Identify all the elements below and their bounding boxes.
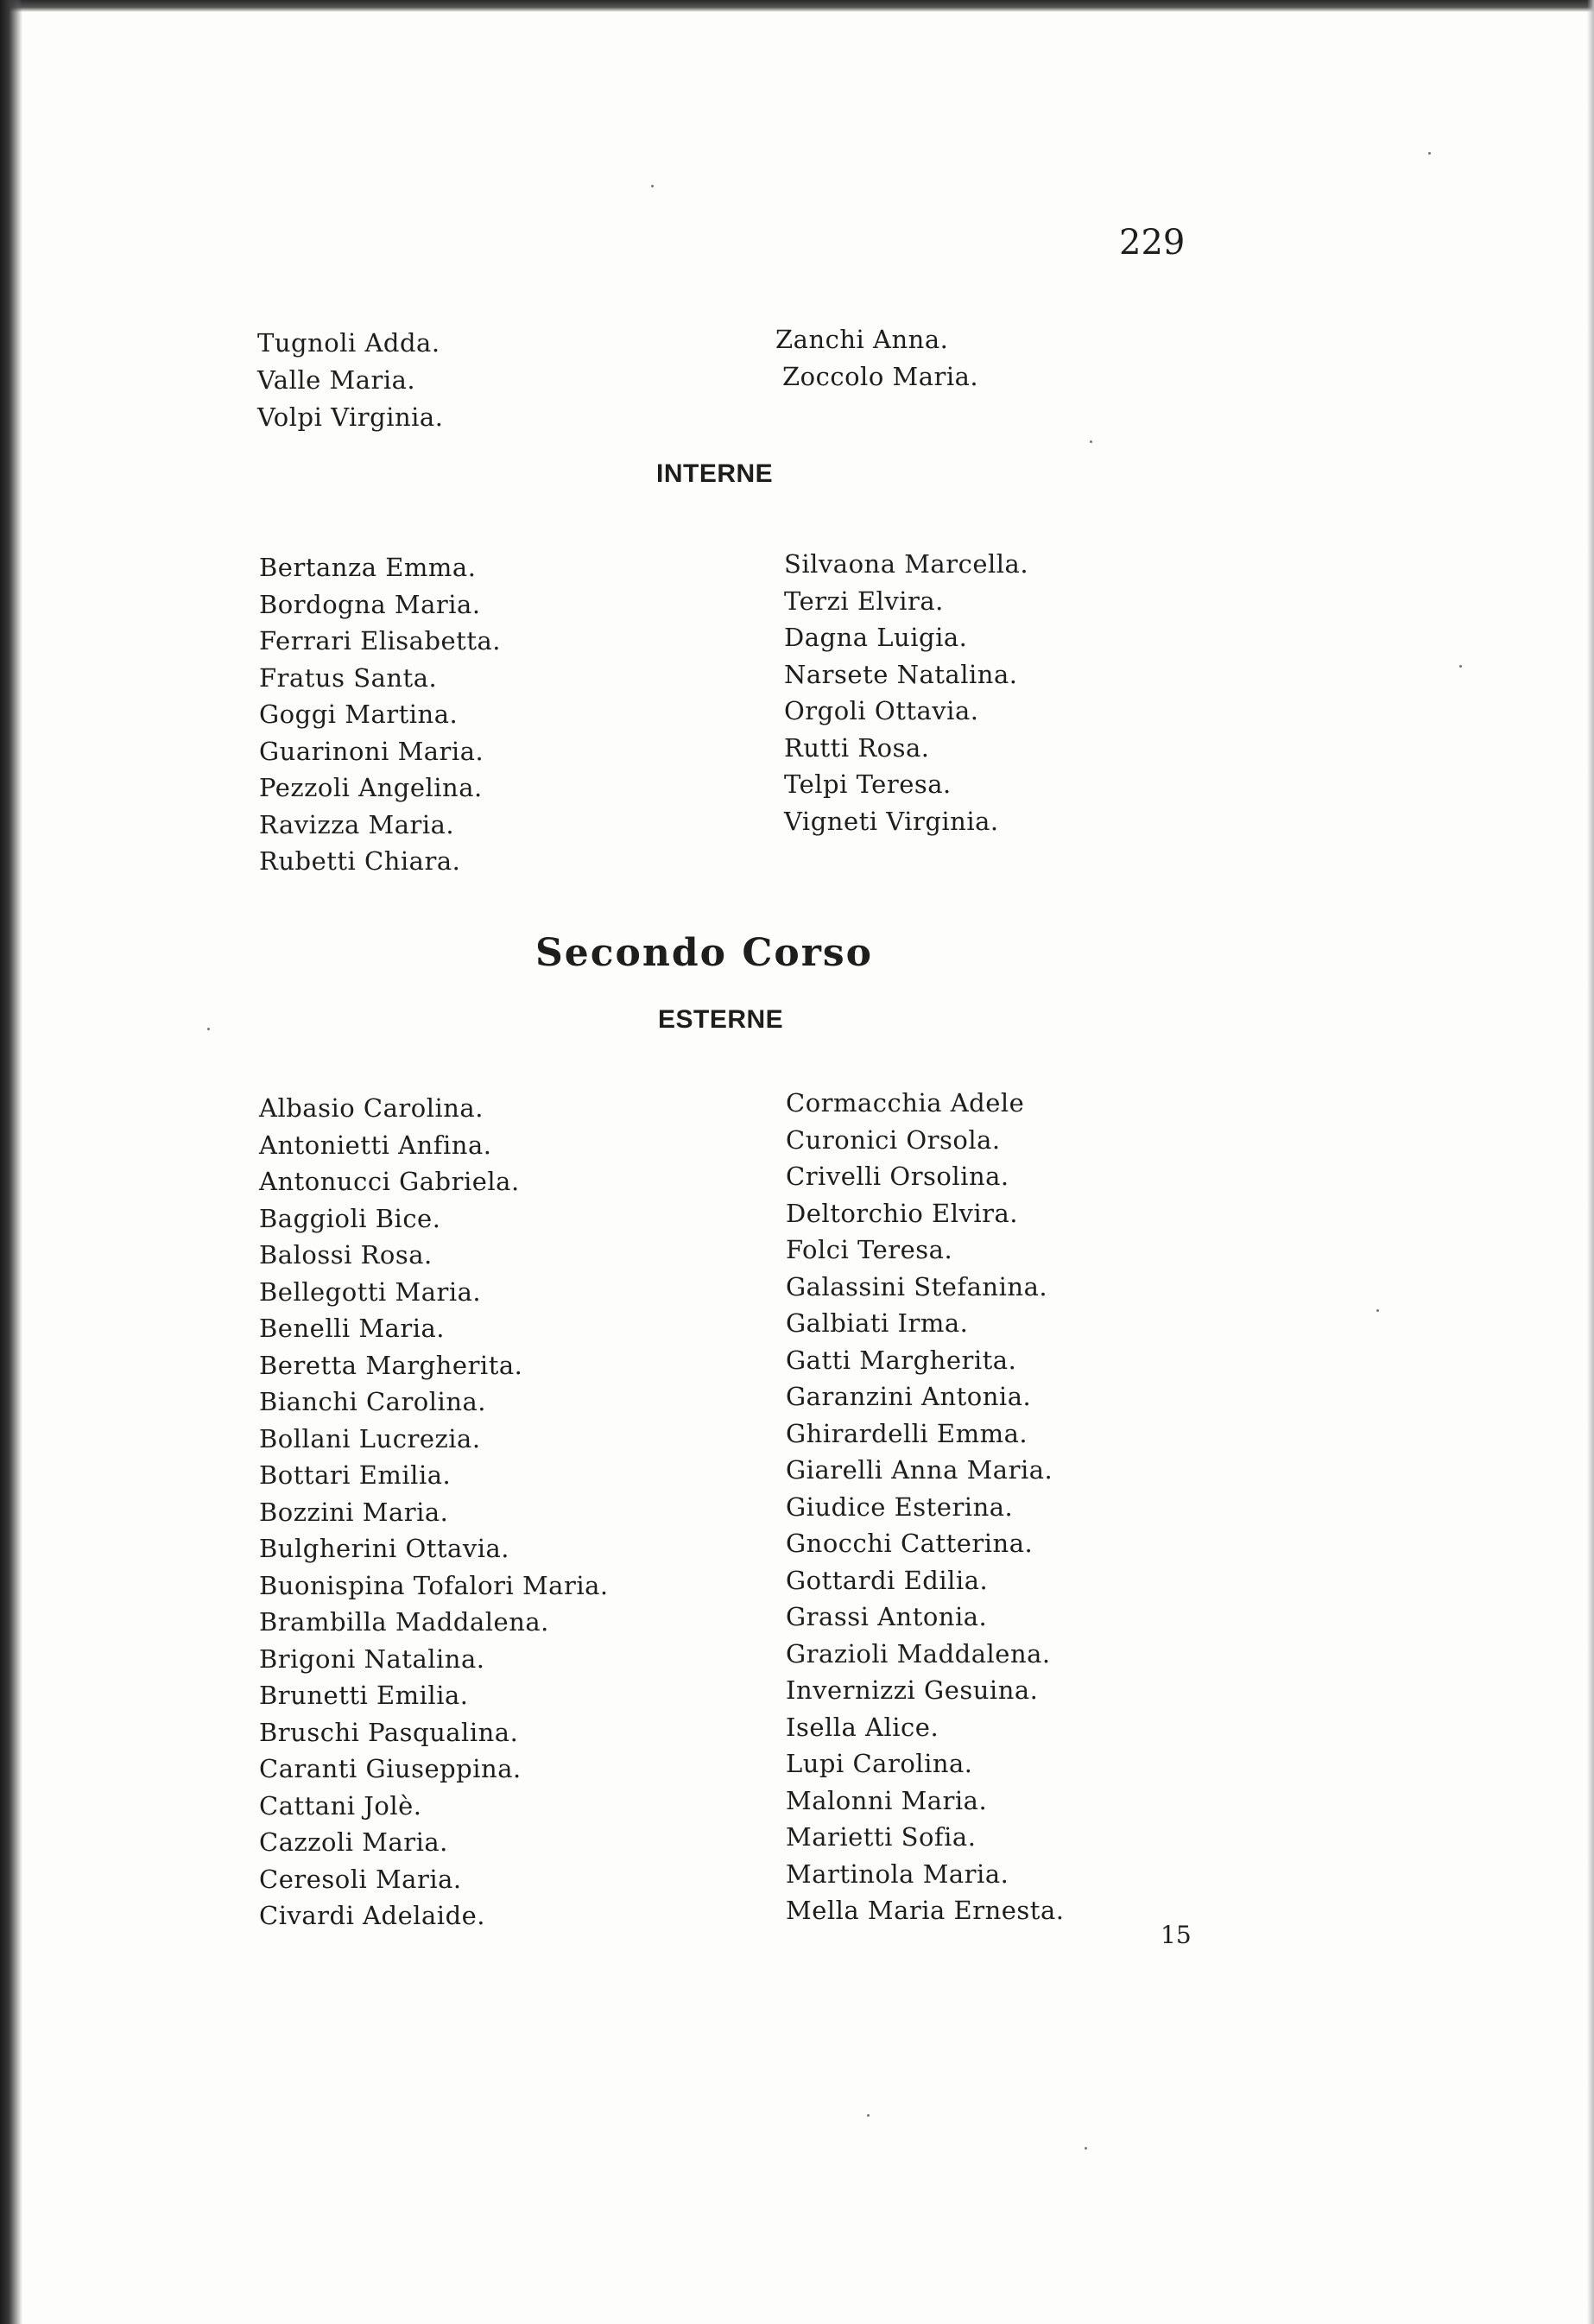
list-item: Bianchi Carolina.	[259, 1387, 487, 1416]
scan-speck	[1090, 440, 1092, 443]
interne-list-left	[259, 549, 501, 880]
list-item: Narsete Natalina.	[784, 659, 1018, 689]
list-item: Bellegotti Maria.	[259, 1276, 482, 1307]
list-item: Bollani Lucrezia.	[259, 1423, 481, 1453]
signature-mark: 15	[1161, 1921, 1192, 1949]
list-item: Vigneti Virginia.	[784, 806, 999, 836]
list-item: Goggi Martina.	[259, 700, 459, 729]
list-item: Antonucci Gabriela.	[259, 1167, 520, 1196]
scan-speck	[651, 185, 654, 187]
list-item: Deltorchio Elvira.	[786, 1198, 1019, 1228]
list-item: Pezzoli Angelina.	[259, 773, 483, 802]
scan-speck	[207, 1028, 210, 1030]
scan-edge-left	[0, 0, 22, 2324]
list-item: Albasio Carolina.	[259, 1093, 484, 1123]
list-item: Rubetti Chiara.	[259, 846, 461, 876]
list-item: Giudice Esterina.	[786, 1491, 1014, 1522]
list-item: Zoccolo Maria.	[782, 362, 979, 391]
list-item: Fratus Santa.	[259, 662, 438, 693]
list-item: Brambilla Maddalena.	[259, 1607, 549, 1637]
scan-speck	[1085, 2147, 1087, 2150]
list-item: Mella Maria Ernesta.	[786, 1896, 1065, 1925]
scan-edge-right	[1587, 0, 1594, 2324]
list-item: Gnocchi Catterina.	[786, 1529, 1034, 1558]
esterne-list-left	[259, 1090, 609, 1935]
list-item: Zanchi Anna.	[775, 325, 949, 354]
list-item: Valle Maria.	[257, 365, 416, 395]
list-item: Malonni Maria.	[786, 1785, 988, 1815]
list-item: Ravizza Maria.	[259, 809, 455, 839]
list-item: Invernizzi Gesuina.	[786, 1675, 1039, 1705]
list-item: Antonietti Anfina.	[259, 1130, 492, 1160]
list-item: Cazzoli Maria.	[259, 1827, 448, 1857]
list-item: Rutti Rosa.	[784, 732, 930, 763]
list-item: Ghirardelli Emma.	[786, 1418, 1028, 1448]
list-item: Tugnoli Adda.	[257, 328, 440, 358]
interne-heading: INTERNE	[656, 459, 774, 488]
list-item: Volpi Virginia.	[257, 402, 444, 432]
list-item: Galbiati Irma.	[786, 1308, 969, 1338]
scan-speck	[1428, 152, 1431, 155]
list-item: Curonici Orsola.	[786, 1124, 1001, 1155]
interne-list-right	[784, 546, 1028, 839]
list-item: Guarinoni Maria.	[259, 736, 484, 766]
list-item: Telpi Teresa.	[784, 769, 952, 799]
list-item: Bruschi Pasqualina.	[259, 1717, 519, 1747]
esterne-heading: ESTERNE	[658, 1005, 784, 1034]
list-item: Dagna Luigia.	[784, 623, 968, 652]
list-item: Terzi Elvira.	[784, 586, 944, 616]
list-item: Ferrari Elisabetta.	[259, 626, 502, 655]
list-item: Bottari Emilia.	[259, 1460, 452, 1490]
top-list-right	[775, 321, 978, 396]
list-item: Silvaona Marcella.	[784, 549, 1029, 579]
scan-speck	[867, 2114, 870, 2117]
list-item: Marietti Sofia.	[786, 1822, 977, 1852]
list-item: Brigoni Natalina.	[259, 1643, 485, 1674]
list-item: Martinola Maria.	[786, 1859, 1009, 1889]
list-item: Benelli Maria.	[259, 1314, 445, 1343]
list-item: Giarelli Anna Maria.	[786, 1455, 1053, 1485]
list-item: Orgoli Ottavia.	[784, 696, 979, 725]
list-item: Isella Alice.	[786, 1712, 939, 1742]
list-item: Buonispina Tofalori Maria.	[259, 1570, 609, 1600]
list-item: Brunetti Emilia.	[259, 1681, 469, 1710]
esterne-list-right	[786, 1085, 1064, 1929]
list-item: Grazioli Maddalena.	[786, 1638, 1051, 1669]
list-item: Caranti Giuseppina.	[259, 1754, 522, 1783]
list-item: Lupi Carolina.	[786, 1749, 973, 1778]
list-item: Gatti Margherita.	[786, 1345, 1017, 1375]
list-item: Folci Teresa.	[786, 1235, 953, 1264]
list-item: Cattani Jolè.	[259, 1790, 422, 1821]
course-title: Secondo Corso	[535, 931, 873, 975]
scan-speck	[1459, 665, 1462, 668]
list-item: Civardi Adelaide.	[259, 1901, 486, 1930]
top-list-left	[257, 325, 443, 436]
list-item: Garanzini Antonia.	[786, 1382, 1032, 1411]
list-item: Bozzini Maria.	[259, 1497, 449, 1527]
list-item: Crivelli Orsolina.	[786, 1162, 1009, 1191]
list-item: Cormacchia Adele	[786, 1088, 1025, 1118]
list-item: Grassi Antonia.	[786, 1602, 988, 1631]
list-item: Gottardi Edilia.	[786, 1565, 989, 1595]
list-item: Galassini Stefanina.	[786, 1271, 1048, 1301]
list-item: Beretta Margherita.	[259, 1350, 523, 1380]
list-item: Baggioli Bice.	[259, 1203, 441, 1233]
list-item: Bordogna Maria.	[259, 589, 481, 619]
list-item: Bulgherini Ottavia.	[259, 1534, 510, 1563]
scan-edge-top	[0, 0, 1594, 12]
scan-speck	[1376, 1309, 1379, 1312]
list-item: Balossi Rosa.	[259, 1240, 433, 1270]
list-item: Ceresoli Maria.	[259, 1864, 462, 1894]
page-number: 229	[1119, 223, 1186, 263]
list-item: Bertanza Emma.	[259, 553, 477, 582]
